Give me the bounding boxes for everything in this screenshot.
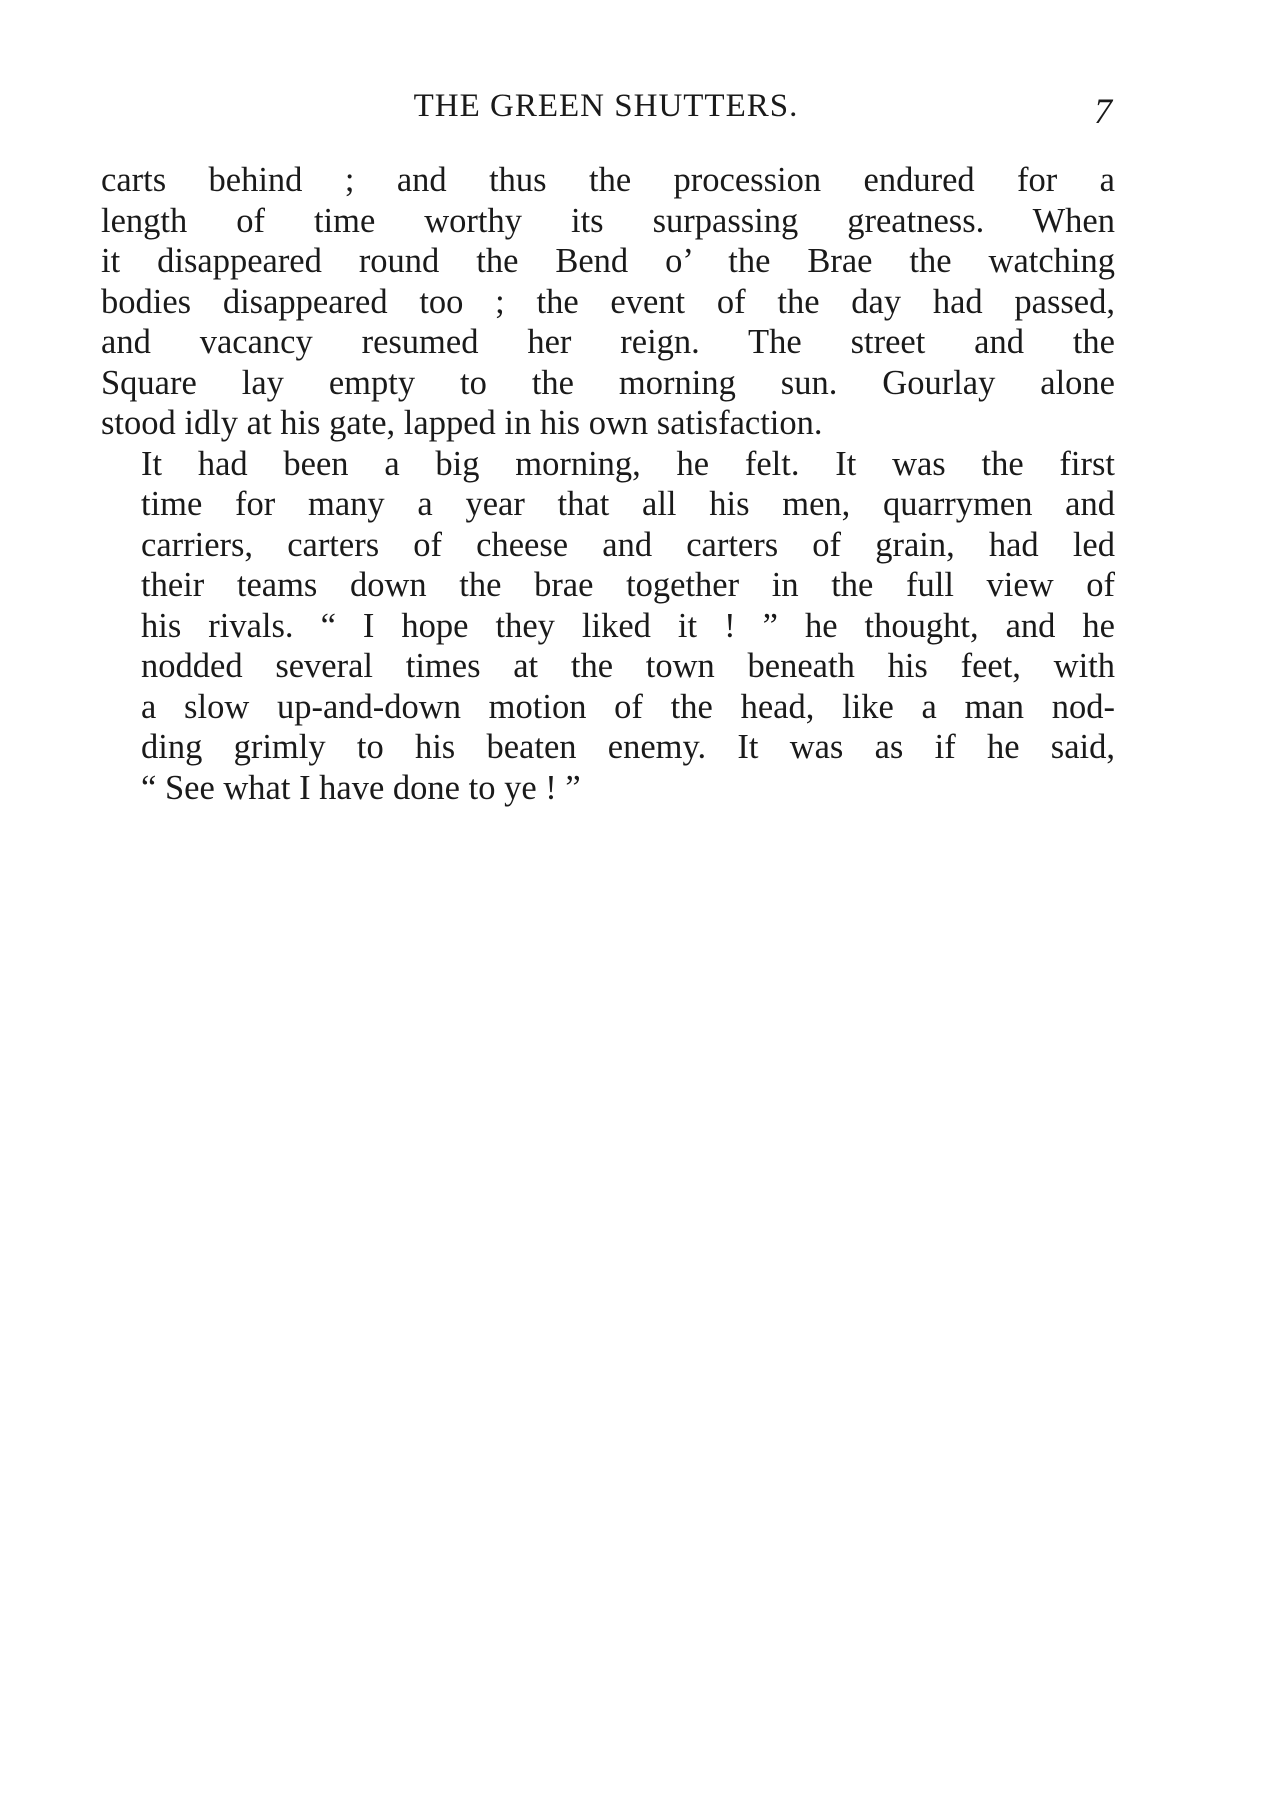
text-line: bodies disappeared too ; the event of the day had passed, <box>101 282 1115 321</box>
text-line: their teams down the brae together in the full view of <box>141 566 1115 604</box>
text-line: It had been a big morning, he felt. It was the first <box>141 444 1115 483</box>
text-line: carriers, carters of cheese and carters of grain, had led <box>141 525 1115 564</box>
body-text <box>101 160 1115 808</box>
running-head <box>100 88 1112 131</box>
text-line: it disappeared round the Bend o’ the Brae the watching <box>101 242 1115 280</box>
text-line: and vacancy resumed her reign. The street and the <box>101 323 1115 361</box>
text-line: Square lay empty to the morning sun. Gourlay alone <box>101 363 1115 402</box>
page-number: 7 <box>1094 91 1112 131</box>
text-line: ding grimly to his beaten enemy. It was as if he said, <box>141 728 1115 766</box>
text-line: stood idly at his gate, lapped in his own satisfaction. <box>101 404 823 442</box>
text-line: carts behind ; and thus the procession endured for a <box>101 161 1115 199</box>
text-line: length of time worthy its surpassing greatness. When <box>101 201 1115 240</box>
text-line: a slow up-and-down motion of the head, like a man nod- <box>141 687 1115 726</box>
paragraph <box>101 160 1115 444</box>
running-title: THE GREEN SHUTTERS. <box>413 88 799 124</box>
text-line: “ See what I have done to ye ! ” <box>141 768 581 807</box>
text-line: time for many a year that all his men, quarrymen and <box>141 485 1115 523</box>
text-line: his rivals. “ I hope they liked it ! ” he thought, and he <box>141 606 1115 645</box>
paragraph <box>101 444 1115 809</box>
text-line: nodded several times at the town beneath his feet, with <box>141 647 1115 685</box>
